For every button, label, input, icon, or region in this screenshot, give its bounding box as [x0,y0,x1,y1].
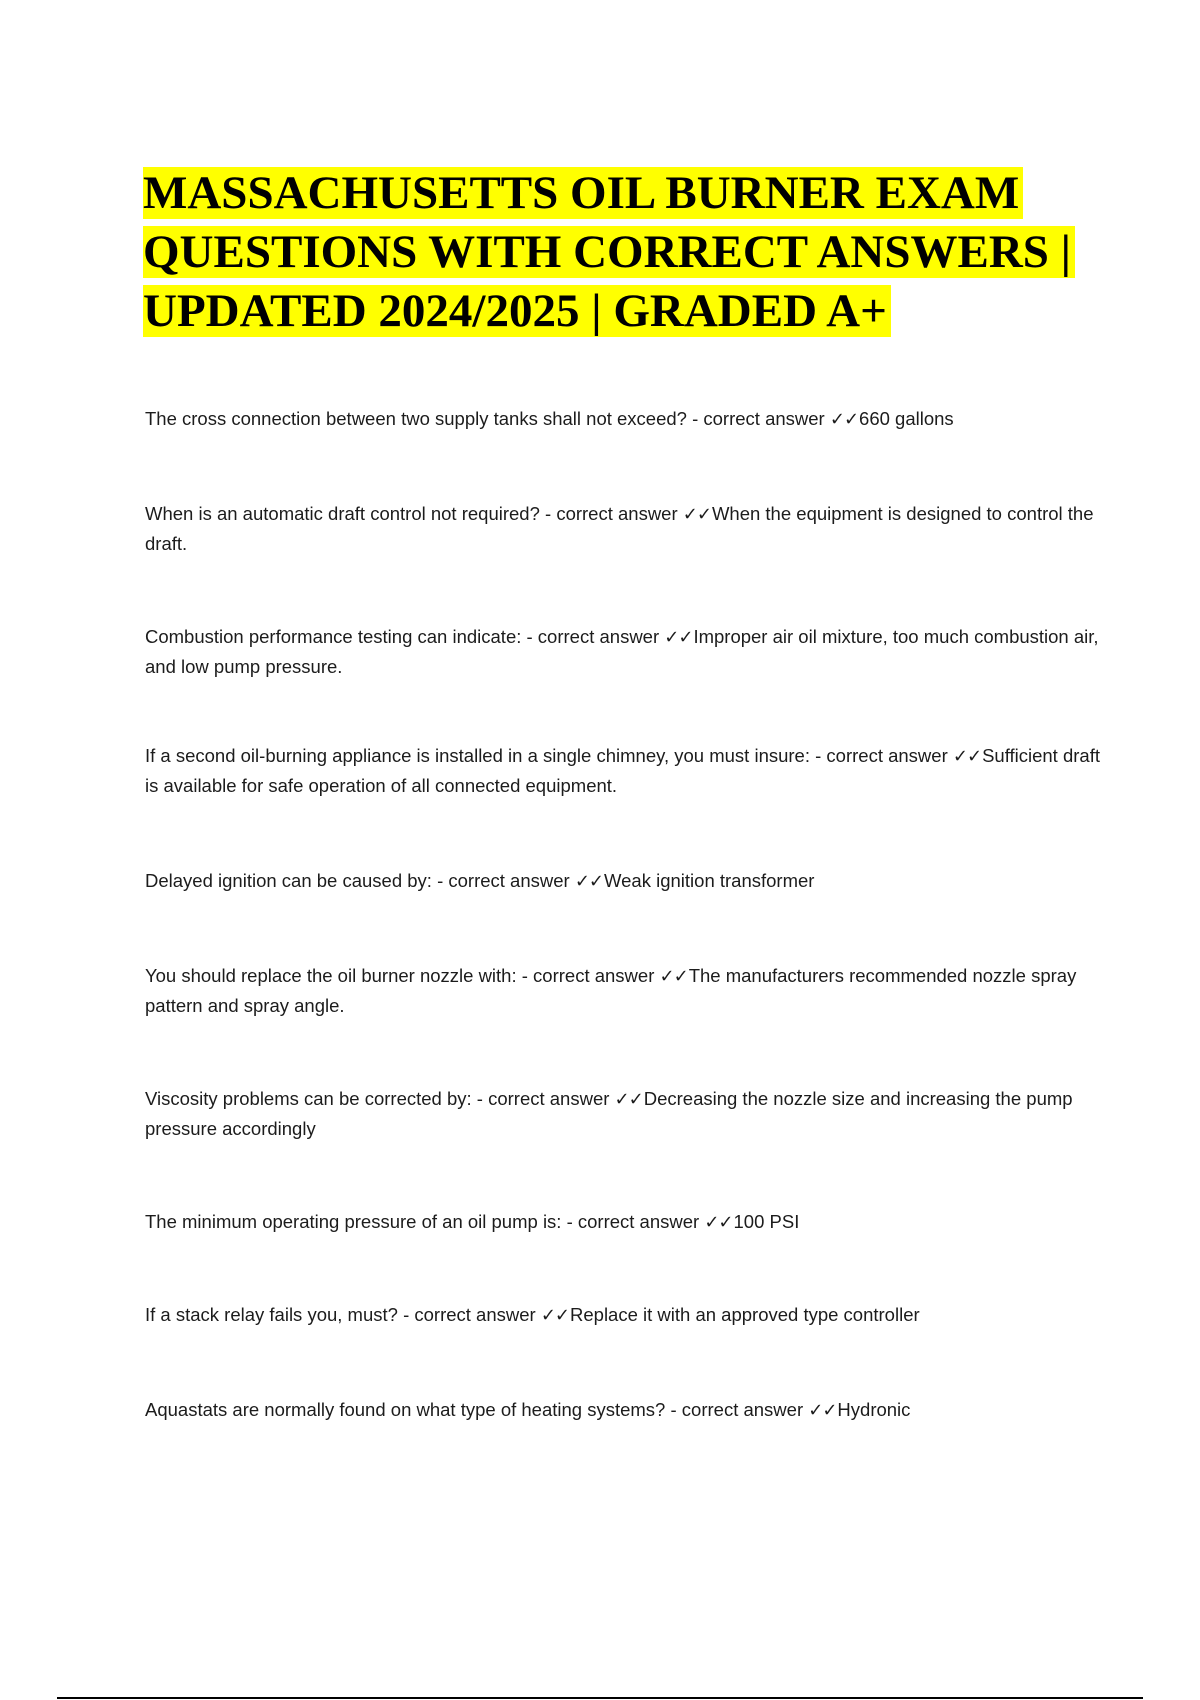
document-title [143,164,1183,341]
qa-item-6 [145,961,1105,1020]
answer-text: Decreasing the nozzle size and increasing the pump pressure accordingly [145,1088,1073,1139]
qa-item-3 [145,622,1105,681]
double-check-icon: ✓✓ [829,409,859,430]
question-text: Delayed ignition can be caused by: - correct answer [145,870,575,891]
double-check-icon: ✓✓ [574,871,604,892]
qa-item-7 [145,1084,1105,1143]
qa-item-4 [145,741,1105,800]
double-check-icon: ✓✓ [952,746,982,767]
double-check-icon: ✓✓ [682,504,711,525]
question-text: When is an automatic draft control not required? - correct answer [145,503,683,524]
qa-item-5 [145,866,1105,896]
double-check-icon: ✓✓ [659,966,688,987]
double-check-icon: ✓✓ [614,1089,643,1110]
double-check-icon: ✓✓ [540,1305,569,1326]
question-text: You should replace the oil burner nozzle with: - correct answer [145,965,660,986]
title-highlight: MASSACHUSETTS OIL BURNER EXAM QUESTIONS WITH CORRECT ANSWERS | UPDATED 2024/2025 | GRADED A+ [143,167,1075,337]
answer-text: 660 gallons [859,408,954,429]
answer-text: The manufacturers recommended nozzle spray pattern and spray angle. [145,965,1077,1016]
answer-text: When the equipment is designed to control the draft. [145,503,1094,554]
double-check-icon: ✓✓ [664,627,693,648]
question-text: The minimum operating pressure of an oil pump is: - correct answer [145,1211,705,1232]
qa-item-10 [145,1395,1105,1425]
answer-text: Replace it with an approved type controller [570,1304,920,1325]
answer-text: Sufficient draft is available for safe operation of all connected equipment. [145,745,1100,796]
question-text: Aquastats are normally found on what type of heating systems? - correct answer [145,1399,809,1420]
qa-item-1 [145,404,1105,434]
answer-text: 100 PSI [733,1211,800,1232]
question-text: The cross connection between two supply tanks shall not exceed? - correct answer [145,408,830,429]
question-text: If a stack relay fails you, must? - correct answer [145,1304,541,1325]
question-text: Viscosity problems can be corrected by: - correct answer [145,1088,615,1109]
qa-item-9 [145,1300,1105,1330]
qa-item-8 [145,1207,1105,1237]
qa-item-2 [145,499,1105,558]
footer-divider [57,1697,1143,1699]
question-text: Combustion performance testing can indicate: - correct answer [145,626,665,647]
double-check-icon: ✓✓ [704,1212,733,1233]
answer-text: Hydronic [837,1399,911,1420]
answer-text: Improper air oil mixture, too much combustion air, and low pump pressure. [145,626,1099,677]
double-check-icon: ✓✓ [808,1400,837,1421]
question-text: If a second oil-burning appliance is installed in a single chimney, you must insure: - correct answer [145,745,953,766]
answer-text: Weak ignition transformer [604,870,815,891]
